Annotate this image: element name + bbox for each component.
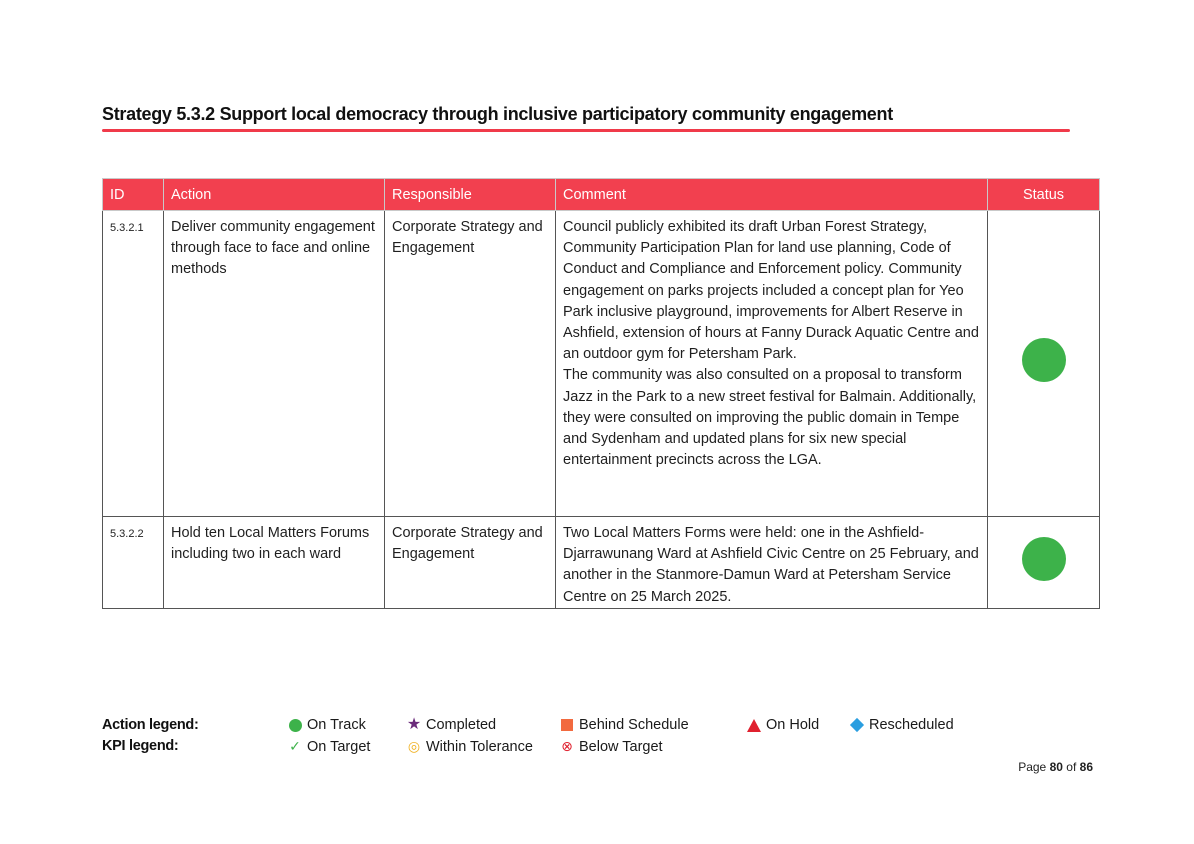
legend-item-rescheduled: Rescheduled <box>848 717 954 733</box>
table-row <box>103 211 1100 517</box>
header-responsible: Responsible <box>385 179 556 211</box>
legend-item-within-tolerance: ◎ Within Tolerance <box>405 738 533 755</box>
kpi-legend-row <box>102 738 1002 759</box>
row-status <box>988 517 1100 609</box>
strategy-heading: Strategy 5.3.2 Support local democracy through inclusive participatory community engagement <box>102 104 893 124</box>
legend-item-on-target: ✓ On Target <box>286 738 370 755</box>
row-action: Deliver community engagement through face to face and online methods <box>164 211 385 517</box>
on-track-status-icon <box>1022 338 1066 382</box>
legend-item-on-hold: On Hold <box>745 717 819 733</box>
table-header-row <box>103 179 1100 211</box>
star-icon: ★ <box>406 716 422 733</box>
header-action: Action <box>164 179 385 211</box>
target-circle-icon: ◎ <box>407 738 421 754</box>
on-track-status-icon <box>1022 537 1066 581</box>
x-circle-icon: ⊗ <box>561 738 573 754</box>
row-comment-paragraph: The community was also consulted on a proposal to transform Jazz in the Park to a new street festival for Balmain. Additionally, they were consulted on improving the public domain in Tempe and Sydenham and updated plans for six new special entertainment precincts across the LGA. <box>563 367 977 469</box>
row-responsible: Corporate Strategy and Engagement <box>385 517 556 609</box>
actions-table <box>102 178 1100 609</box>
triangle-icon <box>747 719 761 732</box>
row-id: 5.3.2.1 <box>103 211 164 517</box>
check-circle-icon: ✓ <box>289 738 301 754</box>
header-id: ID <box>103 179 164 211</box>
row-responsible: Corporate Strategy and Engagement <box>385 211 556 517</box>
action-legend-row <box>102 717 1002 738</box>
header-status: Status <box>988 179 1100 211</box>
square-icon <box>561 719 573 731</box>
row-comment <box>556 211 988 517</box>
legend-item-behind-schedule: Behind Schedule <box>558 717 689 733</box>
page-number: Page 80 of 86 <box>1018 760 1093 774</box>
table-row <box>103 517 1100 609</box>
diamond-icon <box>850 718 864 732</box>
row-id: 5.3.2.2 <box>103 517 164 609</box>
row-action: Hold ten Local Matters Forums including two in each ward <box>164 517 385 609</box>
heading-underline <box>102 129 1070 132</box>
row-status <box>988 211 1100 517</box>
row-comment: Two Local Matters Forms were held: one in the Ashfield-Djarrawunang Ward at Ashfield Civic Centre on 25 February, and another in the Stanmore-Damun Ward at Petersham Service Centre on 25 March 2025. <box>556 517 988 609</box>
legend <box>102 717 1002 759</box>
header-comment: Comment <box>556 179 988 211</box>
legend-item-completed: ★ Completed <box>406 716 497 733</box>
row-comment-paragraph: Council publicly exhibited its draft Urban Forest Strategy, Community Participation Plan for land use planning, Code of Conduct and Compliance and Enforcement policy. Community engagement on parks projects included a concept plan for Yeo Park inclusive playground, improvements for Albert Reserve in Ashfield, extension of hours at Fanny Durack Aquatic Centre and an outdoor gym for Petersham Park. <box>563 219 979 363</box>
green-dot-icon <box>289 719 302 732</box>
kpi-legend-title: KPI legend: <box>102 738 179 754</box>
legend-item-below-target: ⊗ Below Target <box>558 738 663 755</box>
legend-item-on-track: On Track <box>286 717 366 733</box>
action-legend-title: Action legend: <box>102 717 199 733</box>
